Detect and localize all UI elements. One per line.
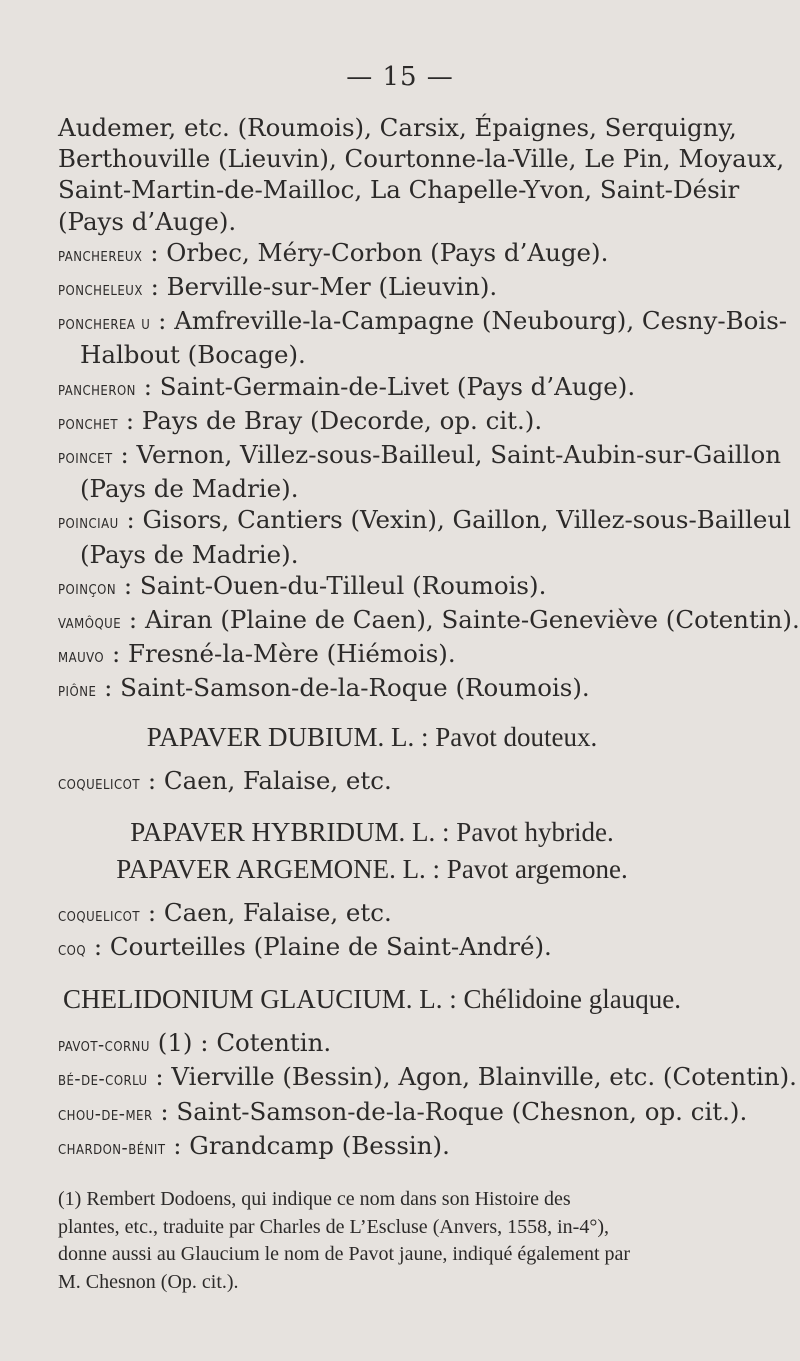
footnote-line: (1) Rembert Dodoens, qui indique ce nom dans son Histoire des [58, 1188, 571, 1211]
dialect-term: coquelicot [58, 771, 141, 794]
dialect-term: pavot-cornu [58, 1034, 150, 1057]
entry-first-line [58, 305, 788, 339]
entry-first-line [58, 271, 686, 305]
dialect-term: poinçon [58, 576, 117, 599]
entry-first-line [58, 931, 686, 965]
dialect-entry [58, 504, 791, 569]
dialect-term: poncheleux [58, 278, 143, 301]
dialect-term: coquelicot [58, 903, 141, 926]
entry-first-line [58, 604, 800, 638]
section-heading-chelidonium-glaucium: CHELIDONIUM GLAUCIUM. L. : Chélidoine glauque. [63, 984, 681, 1015]
entry-first-line [58, 765, 686, 799]
dialect-entry [58, 439, 781, 504]
entry-text: : Vernon, Villez-sous-Bailleul, Saint-Aubin-sur-Gaillon [120, 440, 781, 470]
entry-text: : Vierville (Bessin), Agon, Blainville, etc. (Cotentin). [155, 1062, 797, 1092]
entry-text: : Fresné-la-Mère (Hiémois). [111, 639, 456, 669]
dialect-entry [58, 897, 686, 931]
entry-first-line [58, 897, 686, 931]
dialect-entry [58, 371, 686, 405]
entry-text: : Caen, Falaise, etc. [147, 765, 392, 795]
dialect-term: chardon-bénit [58, 1136, 166, 1159]
entry-continuation-line [58, 539, 686, 570]
entry-first-line [58, 1061, 797, 1095]
dialect-entry [58, 765, 686, 799]
dialect-entry [58, 305, 788, 370]
entry-continuation-line [58, 473, 686, 504]
text-line: Audemer, etc. (Roumois), Carsix, Épaignes, Serquigny, [58, 113, 737, 142]
entry-text: : Gisors, Cantiers (Vexin), Gaillon, Villez-sous-Bailleul [126, 505, 791, 535]
dialect-term: panchereux [58, 243, 143, 266]
entry-text: : Saint-Ouen-du-Tilleul (Roumois). [123, 570, 547, 600]
dialect-entry [58, 604, 800, 638]
dialect-entry [58, 1096, 748, 1130]
dialect-term: poncherea u [58, 312, 151, 335]
entry-first-line [58, 638, 686, 672]
dialect-term: vamôque [58, 611, 122, 634]
dialect-term: pancheron [58, 377, 136, 400]
entry-first-line [58, 1027, 686, 1061]
footnote [58, 1186, 686, 1296]
dialect-term: poincet [58, 446, 113, 469]
section-heading-papaver-argemone: PAPAVER ARGEMONE. L. : Pavot argemone. [116, 853, 628, 884]
dialect-entry [58, 570, 686, 604]
dialect-entry [58, 271, 686, 305]
entry-first-line [58, 1130, 686, 1164]
text-line: Berthouville (Lieuvin), Courtonne-la-Ville, Le Pin, Moyaux, [58, 144, 785, 174]
dialect-entry [58, 1061, 797, 1095]
dialect-entry [58, 405, 686, 439]
dialect-entry [58, 237, 686, 271]
entry-first-line [58, 672, 686, 706]
dialect-term: bé-de-corlu [58, 1068, 148, 1091]
footnote-line: M. Chesnon (Op. cit.). [58, 1270, 239, 1293]
text-line: (Pays d’Auge). [58, 206, 237, 236]
entry-first-line [58, 1096, 748, 1130]
entry-first-line [58, 371, 686, 405]
entry-list-c [58, 897, 686, 965]
entry-text: : Orbec, Méry-Corbon (Pays d’Auge). [150, 237, 609, 267]
entry-text: : Airan (Plaine de Caen), Sainte-Geneviève (Cotentin). [128, 605, 800, 635]
dialect-term: poinciau [58, 511, 119, 534]
dialect-term: piône [58, 679, 97, 702]
dialect-term: coq [58, 938, 87, 961]
entry-text: : Saint-Germain-de-Livet (Pays d’Auge). [143, 371, 636, 401]
entry-first-line [58, 504, 791, 538]
entry-text: : Grandcamp (Bessin). [173, 1130, 450, 1160]
footnote-line: donne aussi au Glaucium le nom de Pavot jaune, indiqué également par [58, 1243, 631, 1266]
page-number: — 15 — [346, 62, 454, 92]
dialect-term: ponchet [58, 411, 119, 434]
entry-first-line [58, 439, 781, 473]
entry-list-d [58, 1027, 797, 1164]
continued-paragraph [58, 112, 785, 237]
entry-text: (Pays de Madrie). [80, 539, 299, 569]
dialect-entry [58, 672, 686, 706]
entry-first-line [58, 237, 686, 271]
dialect-entry [58, 1130, 686, 1164]
section-heading-papaver-dubium: PAPAVER DUBIUM. L. : Pavot douteux. [146, 721, 598, 752]
entry-text: : Pays de Bray (Decorde, op. cit.). [125, 405, 543, 435]
entry-text: : Amfreville-la-Campagne (Neubourg), Cesny-Bois- [158, 306, 788, 336]
entry-text: : Caen, Falaise, etc. [147, 897, 392, 927]
entry-continuation-line [58, 339, 686, 370]
dialect-entry [58, 638, 686, 672]
dialect-entry [58, 1027, 686, 1061]
entry-list-a [58, 237, 800, 707]
entry-first-line [58, 570, 686, 604]
entry-text: (Pays de Madrie). [80, 474, 299, 504]
dialect-term: mauvo [58, 645, 105, 668]
footnote-line: plantes, etc., traduite par Charles de L’Escluse (Anvers, 1558, in-4°), [58, 1215, 609, 1238]
entry-text: Halbout (Bocage). [80, 340, 306, 370]
entry-text: : Berville-sur-Mer (Lieuvin). [150, 272, 498, 302]
entry-text: : Courteilles (Plaine de Saint-André). [93, 932, 552, 962]
entry-list-b [58, 765, 686, 799]
page-body [58, 112, 800, 1296]
dialect-term: chou-de-mer [58, 1102, 153, 1125]
entry-text: : Saint-Samson-de-la-Roque (Roumois). [104, 673, 590, 703]
entry-text: : Saint-Samson-de-la-Roque (Chesnon, op. cit.). [160, 1096, 748, 1126]
entry-text: (1) : Cotentin. [157, 1028, 332, 1058]
text-line: Saint-Martin-de-Mailloc, La Chapelle-Yvon, Saint-Désir [58, 175, 740, 205]
section-heading-papaver-hybridum: PAPAVER HYBRIDUM. L. : Pavot hybride. [130, 816, 614, 847]
entry-first-line [58, 405, 686, 439]
dialect-entry [58, 931, 686, 965]
